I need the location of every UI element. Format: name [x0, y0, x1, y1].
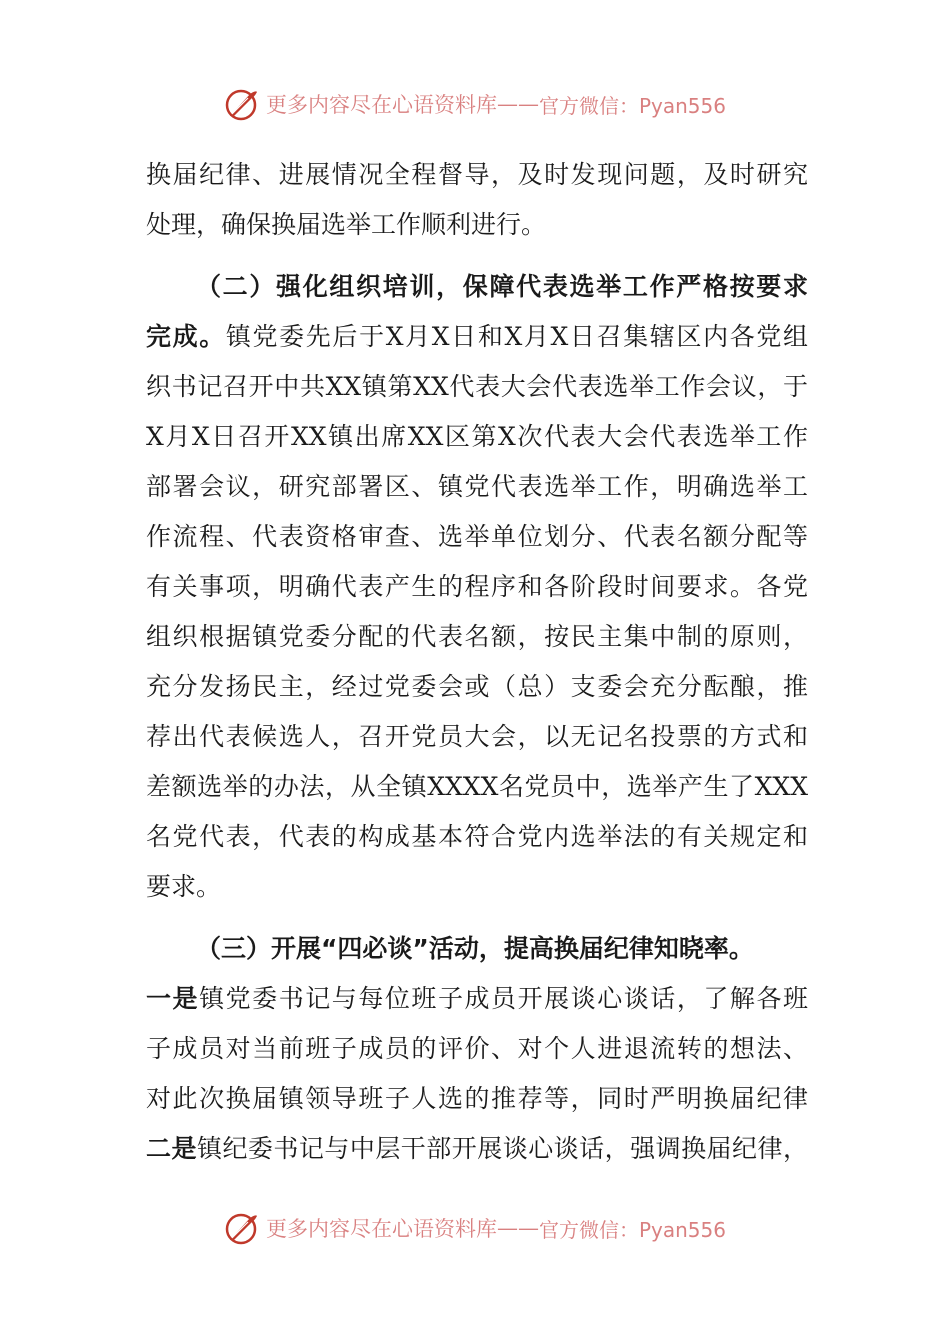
text-line: 换届纪律、进展情况全程督导，及时发现问题，及时研究 — [146, 160, 808, 189]
footer-banner — [0, 1208, 950, 1248]
document-body — [146, 150, 808, 1174]
text-line: 织书记召开中共XX镇第XX代表大会代表选举工作会议，于 — [146, 372, 808, 401]
text-line: 充分发扬民主，经过党委会或（总）支委会充分酝酿，推 — [146, 672, 808, 701]
text-line: 处理，确保换届选举工作顺利进行。 — [146, 210, 547, 239]
text-line: 荐出代表候选人，召开党员大会，以无记名投票的方式和 — [146, 722, 808, 751]
header-banner — [0, 84, 950, 124]
text-line: X月X日召开XX镇出席XX区第X次代表大会代表选举工作 — [146, 422, 808, 451]
header-dash: —— — [496, 92, 539, 116]
text-line: 作流程、代表资格审查、选举单位划分、代表名额分配等 — [146, 522, 808, 551]
text-line: 组织根据镇党委分配的代表名额，按民主集中制的原则， — [146, 622, 808, 651]
text-line: 差额选举的办法，从全镇XXXX名党员中，选举产生了XXX — [146, 772, 808, 801]
quill-logo-icon — [224, 86, 260, 122]
footer-contact: 官方微信：Pyan556 — [538, 1217, 726, 1242]
bold-lead: 一是 — [146, 984, 200, 1013]
text-line: 部署会议，研究部署区、镇党代表选举工作，明确选举工 — [146, 472, 808, 501]
text-line: 对此次换届镇领导班子人选的推荐等，同时严明换届纪律 — [146, 1084, 808, 1113]
footer-text: 更多内容尽在心语资料库 — [265, 1217, 497, 1241]
bold-lead: 二是 — [146, 1134, 197, 1163]
quill-logo-icon — [224, 1210, 260, 1246]
text-line: 要求。 — [146, 872, 222, 901]
heading-text: 完成。 — [146, 322, 226, 351]
footer-dash: —— — [496, 1216, 539, 1240]
header-text: 更多内容尽在心语资料库 — [265, 93, 497, 117]
text-line: 有关事项，明确代表产生的程序和各阶段时间要求。各党 — [146, 572, 808, 601]
section-heading — [146, 924, 808, 974]
text-line — [146, 974, 808, 1024]
header-contact: 官方微信：Pyan556 — [538, 93, 726, 118]
heading-text: （二）强化组织培训，保障代表选举工作严格按要求 — [196, 272, 808, 301]
heading-text: （三）开展“四必谈”活动，提高换届纪律知晓率。 — [196, 934, 754, 963]
line-text: 镇纪委书记与中层干部开展谈心谈话，强调换届纪律， — [196, 1134, 808, 1163]
line-text: 镇党委书记与每位班子成员开展谈心谈话，了解各班 — [199, 984, 808, 1013]
text-line — [146, 312, 808, 362]
line-text: 镇党委先后于X月X日和X月X日召集辖区内各党组 — [225, 322, 808, 351]
section-heading — [146, 262, 808, 312]
text-line — [146, 1124, 808, 1174]
text-line: 子成员对当前班子成员的评价、对个人进退流转的想法、 — [146, 1034, 808, 1063]
text-line: 名党代表，代表的构成基本符合党内选举法的有关规定和 — [146, 822, 808, 851]
